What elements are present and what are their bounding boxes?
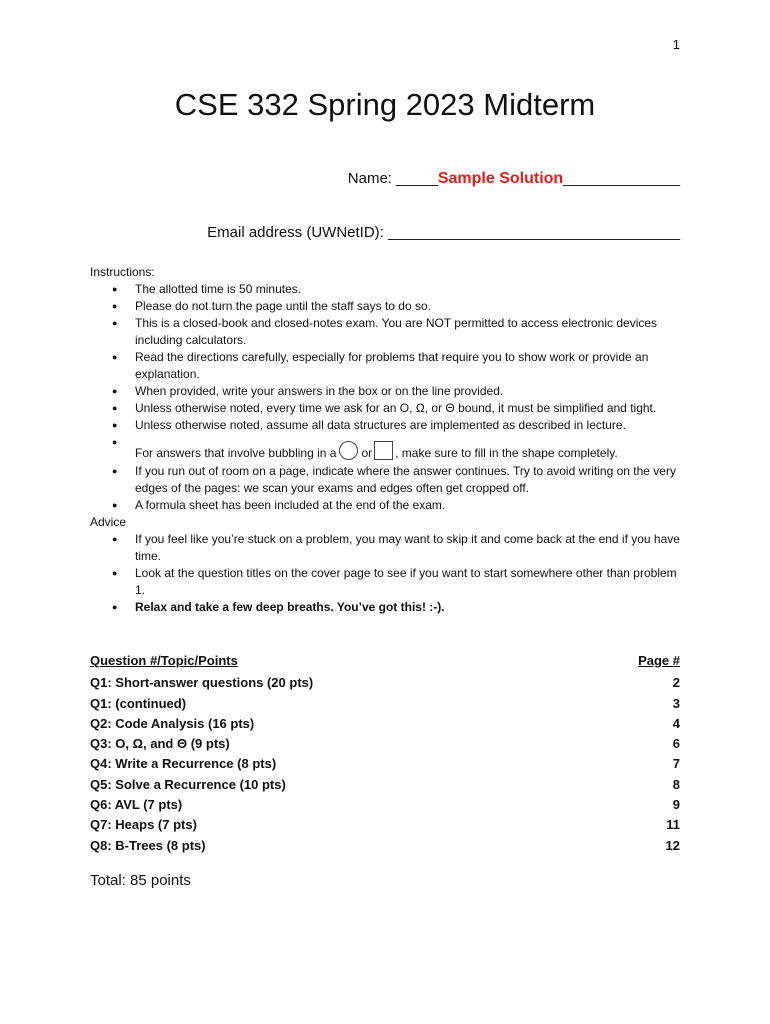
advice-item: ● If you feel like you’re stuck on a problem, you may want to skip it and come back at the end if you have time. [90,531,682,565]
row-page: 8 [672,776,680,792]
square-shape-icon [374,441,393,460]
advice-heading: Advice [90,515,127,529]
bubble-text-before: For answers that involve bubbling in a [135,446,337,460]
row-page: 6 [672,736,680,752]
row-topic: Q8: B-Trees (8 pts) [90,837,206,853]
table-row [90,836,680,856]
email-label: Email address (UWNetID): [207,224,389,241]
exam-title: CSE 332 Spring 2023 Midterm [174,87,596,122]
table-row [90,714,680,734]
instructions-heading: Instructions: [90,265,155,279]
row-page: 9 [672,797,680,813]
header-topic: Question #/Topic/Points [90,653,238,668]
row-topic: Q6: AVL (7 pts) [90,797,183,813]
row-page: 4 [672,715,680,731]
name-label: Name: _____ [347,170,438,187]
instruction-item: ● This is a closed-book and closed-notes exam. You are NOT permitted to access electronic devices including calculators. [90,315,682,349]
table-row [90,694,680,714]
table-row [90,795,680,815]
row-topic: Q4: Write a Recurrence (8 pts) [90,756,277,772]
table-row [90,815,680,835]
instruction-item: ● Read the directions carefully, especially for problems that require you to show work or provide an explanation. [90,349,682,383]
table-row [90,775,680,795]
row-page: 12 [665,837,680,853]
row-page: 7 [672,756,680,772]
bubble-text-middle: or [361,446,373,460]
row-page: 11 [666,817,680,833]
name-trail: ______________ [563,170,680,187]
row-topic: Q2: Code Analysis (16 pts) [90,715,255,731]
advice-item-bold: ● Relax and take a few deep breaths. You’ve got this! :-). [90,599,682,616]
instruction-item: ● If you run out of room on a page, indicate where the answer continues. Try to avoid writing on the very edges of the pages: we scan your exams and edges often get cropped off. [90,463,682,497]
instruction-item: ● Please do not turn the page until the staff says to do so. [90,298,682,315]
table-header [90,651,680,671]
instruction-item: ● When provided, write your answers in the box or on the line provided. [90,383,682,400]
row-page: 3 [672,695,680,711]
table-row [90,734,680,754]
header-page: Page # [638,653,680,668]
circle-shape-icon [339,441,358,460]
page-number: 1 [672,37,680,52]
instruction-item-bubble [90,434,682,463]
advice-item: ● Look at the question titles on the cover page to see if you want to start somewhere other than problem 1. [90,565,682,599]
table-row [90,754,680,774]
row-topic: Q1: Short-answer questions (20 pts) [90,675,314,691]
advice-list [90,531,682,616]
instructions-list [90,281,682,514]
instruction-item: ● A formula sheet has been included at the end of the exam. [90,497,682,514]
email-line [207,224,680,241]
row-topic: Q3: O, Ω, and Θ (9 pts) [90,736,230,752]
instruction-item: ● The allotted time is 50 minutes. [90,281,682,298]
row-topic: Q1: (continued) [90,695,187,711]
bubble-text-after: , make sure to fill in the shape completely. [395,446,618,460]
name-answer: Sample Solution [437,170,564,187]
table-row [90,673,680,693]
row-topic: Q7: Heaps (7 pts) [90,817,197,833]
instruction-item: ● Unless otherwise noted, assume all data structures are implemented as described in lecture. [90,417,682,434]
instruction-item: ● Unless otherwise noted, every time we ask for an O, Ω, or Θ bound, it must be simplified and tight. [90,400,682,417]
name-line [348,170,680,188]
email-blank: ___________________________________ [388,224,680,241]
instructions-section [90,264,682,616]
total-points: Total: 85 points [90,872,191,889]
question-table [90,651,680,856]
row-page: 2 [672,675,680,691]
row-topic: Q5: Solve a Recurrence (10 pts) [90,776,286,792]
